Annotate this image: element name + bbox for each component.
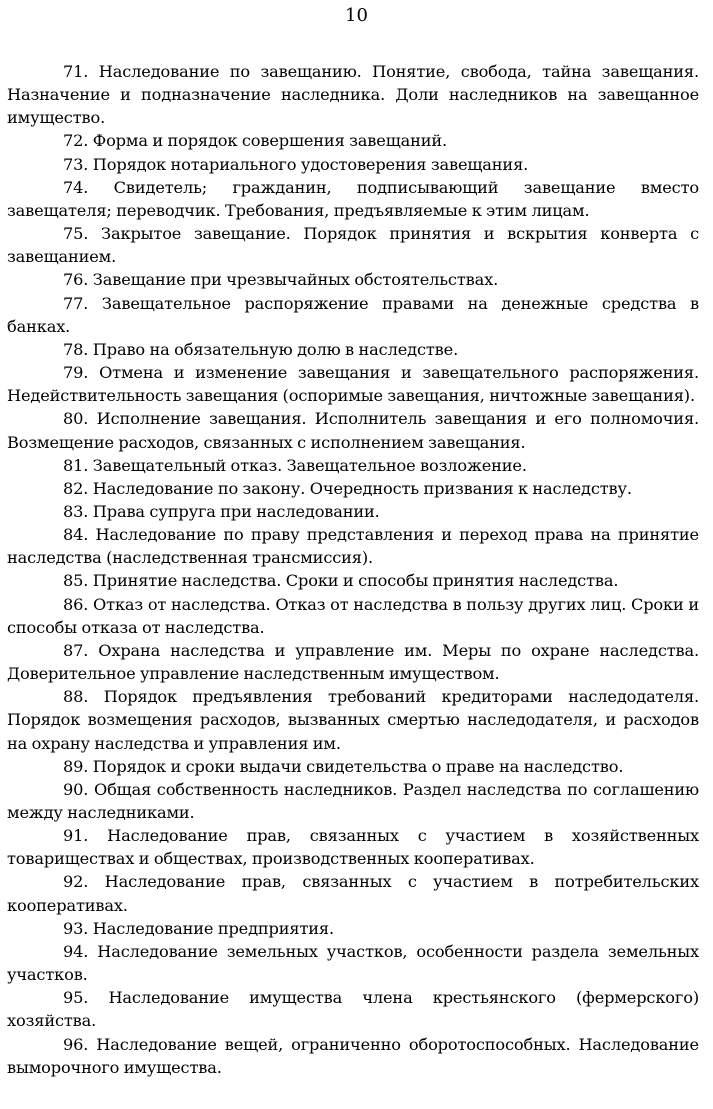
list-item: 85. Принятие наследства. Сроки и способы принятия наследства. xyxy=(63,571,619,591)
list-item: 80. Исполнение завещания. Исполнитель завещания и его полномочия. Возмещение расходов, связанных с исполнением завещания. xyxy=(7,409,699,452)
list-item: 91. Наследование прав, связанных с участием в хозяйственных товариществах и обществах, производственных кооперативах. xyxy=(7,826,699,869)
list-item: 84. Наследование по праву представления и переход права на принятие наследства (наследственная трансмиссия). xyxy=(7,525,699,568)
list-item: 87. Охрана наследства и управление им. Меры по охране наследства. Доверительное управление наследственным имуществом. xyxy=(7,640,699,684)
list-item: 78. Право на обязательную долю в наследстве. xyxy=(63,339,459,359)
list-item: 77. Завещательное распоряжение правами на денежные средства в банках. xyxy=(7,293,699,336)
list-item: 71. Наследование по завещанию. Понятие, свобода, тайна завещания. Назначение и подназначение наследника. Доли наследников на завещанное имущество. xyxy=(7,62,699,128)
list-item: 95. Наследование имущества члена крестьянского (фермерского) хозяйства. xyxy=(7,988,699,1031)
question-list xyxy=(7,60,699,1079)
list-item: 79. Отмена и изменение завещания и завещательного распоряжения. Недействительность завещания (оспоримые завещания, ничтожные завещания). xyxy=(7,363,699,406)
list-item: 82. Наследование по закону. Очередность призвания к наследству. xyxy=(63,478,632,498)
list-item: 81. Завещательный отказ. Завещательное возложение. xyxy=(63,455,527,475)
list-item: 96. Наследование вещей, ограниченно оборотоспособных. Наследование выморочного имущества. xyxy=(7,1034,699,1077)
list-item: 73. Порядок нотариального удостоверения завещания. xyxy=(63,154,529,174)
list-item: 76. Завещание при чрезвычайных обстоятельствах. xyxy=(63,270,499,290)
list-item: 83. Права супруга при наследовании. xyxy=(63,501,380,521)
list-item: 92. Наследование прав, связанных с участием в потребительских кооперативах. xyxy=(7,872,699,915)
list-item: 89. Порядок и сроки выдачи свидетельства о праве на наследство. xyxy=(63,756,624,776)
list-item: 74. Свидетель; гражданин, подписывающий завещание вместо завещателя; переводчик. Требования, предъявляемые к этим лицам. xyxy=(7,177,699,220)
list-item: 75. Закрытое завещание. Порядок принятия и вскрытия конверта с завещанием. xyxy=(7,224,699,267)
list-item: 94. Наследование земельных участков, особенности раздела земельных участков. xyxy=(7,941,699,985)
page-number: 10 xyxy=(345,5,368,26)
list-item: 88. Порядок предъявления требований кредиторами наследодателя. Порядок возмещения расходов, вызванных смертью наследодателя, и расходов на охрану наследства и управления им. xyxy=(7,687,699,753)
list-item: 86. Отказ от наследства. Отказ от наследства в пользу других лиц. Сроки и способы отказа от наследства. xyxy=(7,594,699,637)
list-item: 72. Форма и порядок совершения завещаний. xyxy=(63,131,448,151)
list-item: 93. Наследование предприятия. xyxy=(63,918,334,938)
list-item: 90. Общая собственность наследников. Раздел наследства по соглашению между наследниками. xyxy=(7,779,699,822)
